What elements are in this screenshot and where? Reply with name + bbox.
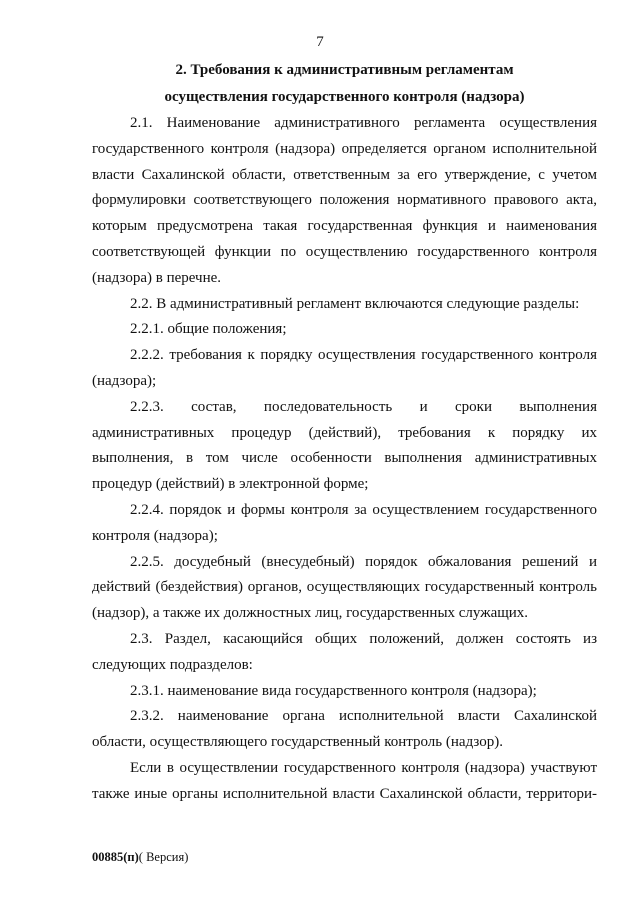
paragraph-2-3: 2.3. Раздел, касающийся общих положений, должен состоять из следующих подразделов: [92,630,597,673]
paragraph-2-3-2: 2.3.2. наименование органа исполнительной власти Сахалинской области, осуществляющего государственный контроль (надзор). [92,708,597,751]
paragraph-2-2-4: 2.2.4. порядок и формы контроля за осуществлением государственного контроля (надзора); [92,501,597,544]
paragraph-2-2-5: 2.2.5. досудебный (внесудебный) порядок обжалования решений и действий (бездействия) органов, осуществляющих государственный контроль (надзор), а также их должностных лиц, государственных служащих. [92,553,597,622]
document-body [92,111,597,808]
footer-code: 00885(п) [92,850,139,864]
section-heading-line-2: осуществления государственного контроля (надзора) [164,89,525,105]
footer-version: ( Версия) [138,850,189,864]
paragraph-2-2: 2.2. В административный регламент включаются следующие разделы: [130,295,580,312]
paragraph-2-2-3: 2.2.3. состав, последовательность и сроки выполнения административных процедур (действий), требования к порядку их выполнения, в том числе особенности выполнения административных процедур (действий) в электронной форме; [92,398,597,493]
paragraph-2-1: 2.1. Наименование административного регламента осуществления государственного контроля (надзора) определяется органом исполнительной власти Сахалинской области, ответственным за его утверждение, с учетом формулировки соответствующего положения нормативного правового акта, которым предусмотрена такая государственная функция и наименования соответствующей функции по осуществлению государственного контроля (надзора) в перечне. [92,115,597,286]
section-heading-line-1: 2. Требования к административным регламентам [175,62,514,78]
paragraph-2-3-1: 2.3.1. наименование вида государственного контроля (надзора); [130,682,537,699]
paragraph-2-2-2: 2.2.2. требования к порядку осуществления государственного контроля (надзора); [92,347,597,389]
page-number: 7 [316,34,324,50]
paragraph-2-2-1: 2.2.1. общие положения; [130,321,287,338]
paragraph-continuation: Если в осуществлении государственного контроля (надзора) участвуют также иные органы исполнительной власти Сахалинской области, территори- [92,759,597,802]
document-footer [92,850,188,865]
